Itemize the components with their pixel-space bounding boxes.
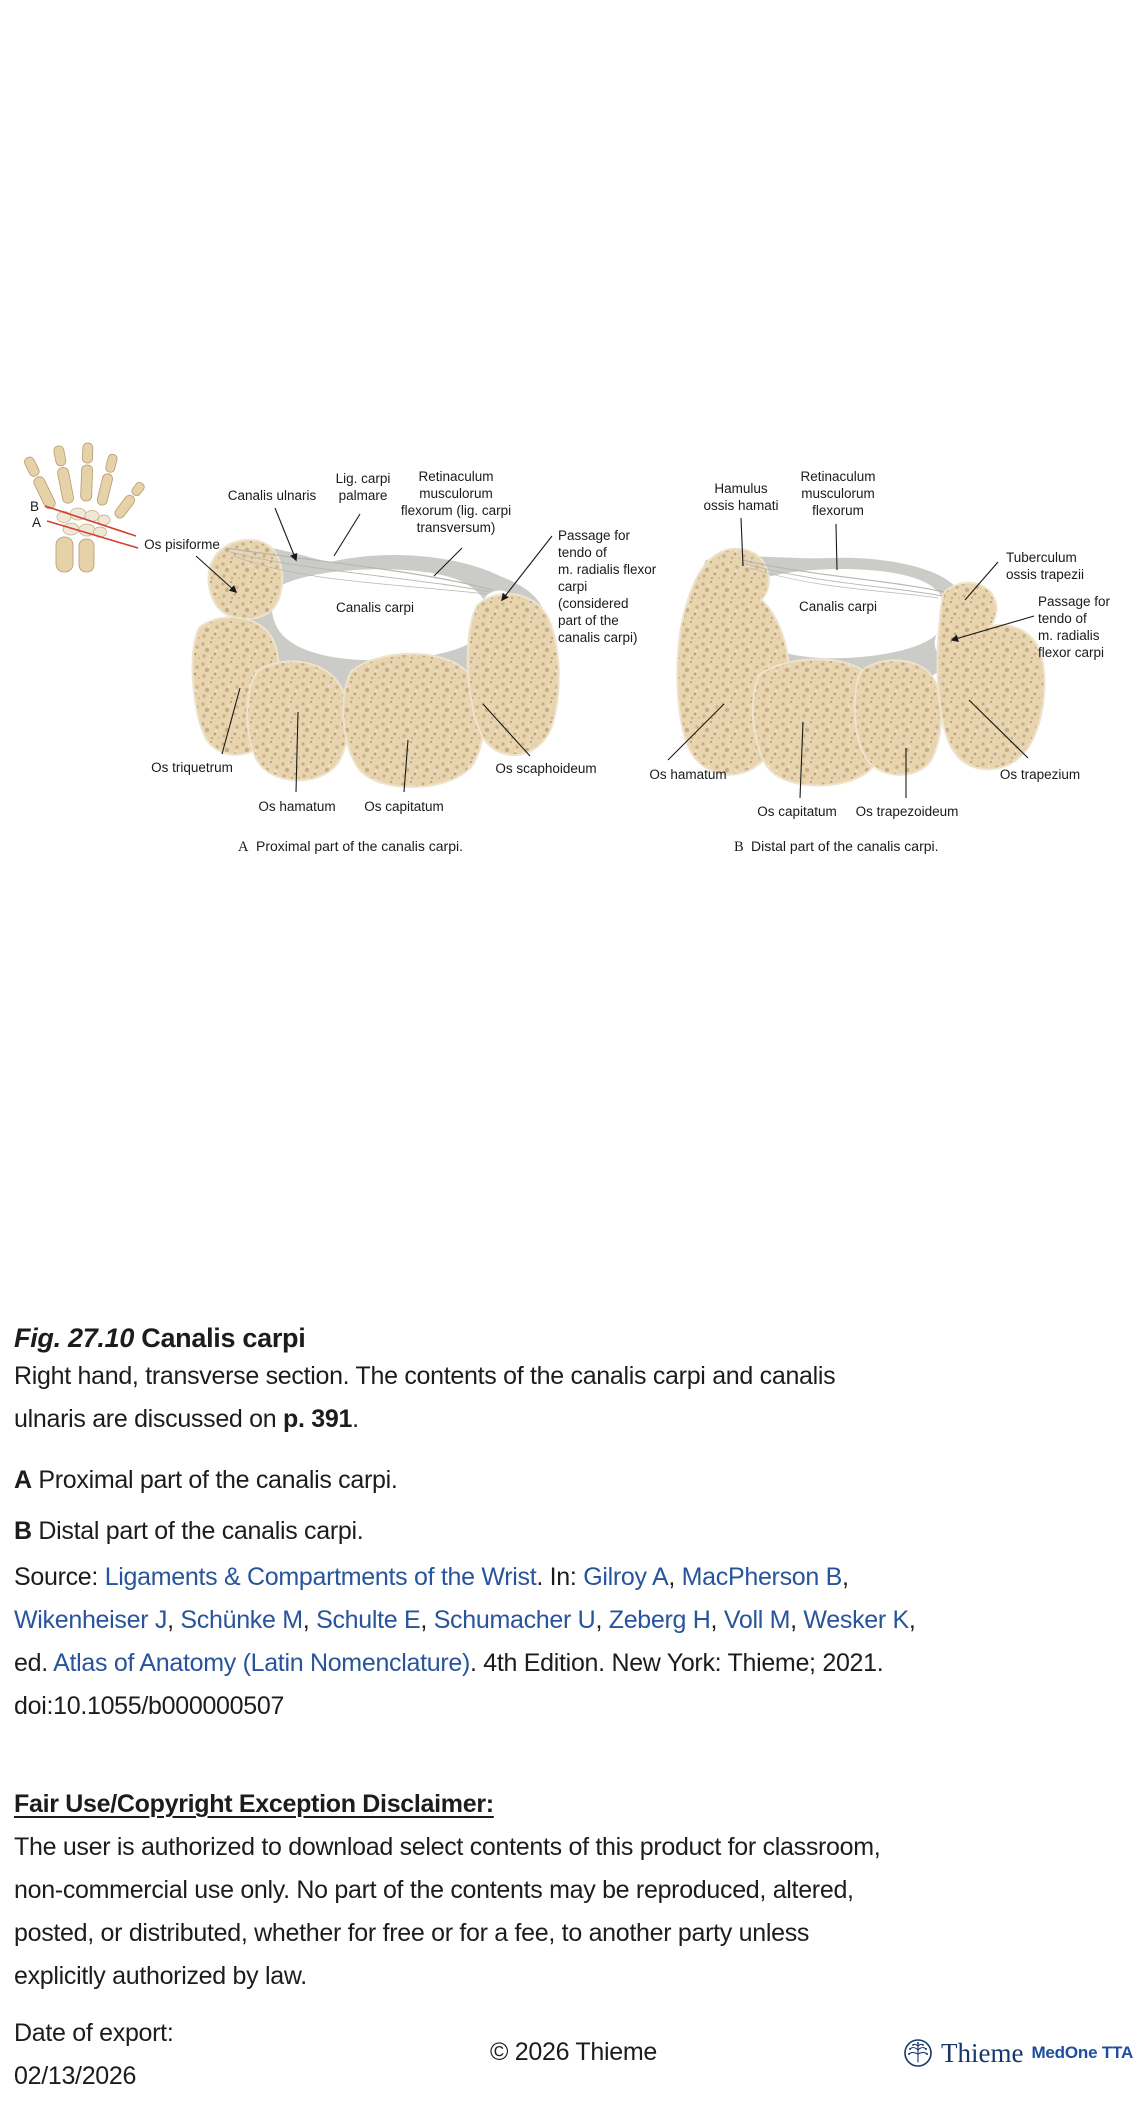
label-passage-a-2: tendo of [558, 545, 607, 560]
description-line-2: ulnaris are discussed on p. 391. [14, 1405, 359, 1433]
thieme-medone-logo [903, 2034, 1133, 2072]
author-link[interactable]: Gilroy A [583, 1563, 669, 1591]
label-passage-a-4: carpi [558, 579, 588, 594]
bone-os-trapezoideum [856, 661, 940, 773]
figure-number: Fig. 27.10 [14, 1323, 135, 1353]
label-canalis-carpi-b: Canalis carpi [798, 599, 878, 614]
item-a-caption: A Proximal part of the canalis carpi. [14, 1466, 398, 1494]
hand-overview-inset [23, 443, 147, 572]
label-hamulus-1: Hamulus [714, 481, 768, 496]
item-b-caption: B Distal part of the canalis carpi. [14, 1517, 364, 1545]
author-link[interactable]: MacPherson B [681, 1563, 843, 1591]
label-passage-a-1: Passage for [558, 528, 631, 543]
label-canalis-carpi-a: Canalis carpi [335, 600, 415, 615]
page-reference: p. 391 [283, 1405, 353, 1433]
label-passage-a-7: canalis carpi) [558, 630, 638, 645]
figure-description [14, 1355, 835, 1441]
disclaimer-line-1: The user is authorized to download select contents of this product for classroom, [14, 1833, 881, 1861]
label-retinaculum-b-2: musculorum [801, 486, 875, 501]
label-os-capitatum-a: Os capitatum [364, 799, 444, 814]
author-link[interactable]: Schumacher U [433, 1606, 596, 1634]
label-passage-b-3: m. radialis [1038, 628, 1100, 643]
label-canalis-ulnaris: Canalis ulnaris [227, 488, 317, 503]
label-os-scaphoideum: Os scaphoideum [495, 761, 597, 776]
description-line-1: Right hand, transverse section. The contents of the canalis carpi and canalis [14, 1362, 836, 1390]
figure-canvas [0, 430, 1147, 880]
label-lig-carpi-palmare-1: Lig. carpi [335, 471, 391, 486]
label-os-hamatum-b: Os hamatum [649, 767, 727, 782]
label-passage-a-5: (considered [558, 596, 629, 611]
source-line-3: ed. Atlas of Anatomy (Latin Nomenclature). 4th Edition. New York: Thieme; 2021. [14, 1649, 884, 1677]
author-link[interactable]: Zeberg H [608, 1606, 711, 1634]
label-os-trapezium: Os trapezium [999, 767, 1081, 782]
author-link[interactable]: Wikenheiser J [14, 1606, 168, 1634]
thieme-tree-icon [903, 2038, 933, 2068]
label-tuberculum-1: Tuberculum [1006, 550, 1077, 565]
author-link[interactable]: Wesker K [803, 1606, 909, 1634]
disclaimer-body [14, 1826, 880, 1998]
bone-os-scaphoideum [469, 595, 558, 754]
label-retinaculum-a-3: flexorum (lig. carpi [400, 503, 512, 518]
label-passage-a-6: part of the [558, 613, 619, 628]
source-line-1: Source: Ligaments & Compartments of the Wrist. In: Gilroy A, MacPherson B, [14, 1563, 849, 1591]
panel-b-diagram [649, 469, 1110, 855]
figure-heading [14, 1320, 305, 1356]
author-link[interactable]: Schünke M [180, 1606, 303, 1634]
export-date-value: 02/13/2026 [14, 2062, 137, 2090]
source-line-2: Wikenheiser J, Schünke M, Schulte E, Schumacher U, Zeberg H, Voll M, Wesker K, [14, 1606, 916, 1634]
inset-label-a: A [32, 515, 42, 530]
panel-a-diagram [144, 469, 657, 855]
label-retinaculum-a-2: musculorum [419, 486, 493, 501]
panel-a-caption: Proximal part of the canalis carpi. [256, 838, 463, 854]
label-os-pisiforme: Os pisiforme [144, 537, 220, 552]
label-passage-a-3: m. radialis flexor [558, 562, 657, 577]
copyright-notice: © 2026 Thieme [490, 2038, 657, 2066]
thieme-wordmark: Thieme [941, 2037, 1024, 2068]
label-retinaculum-b-3: flexorum [812, 503, 864, 518]
source-citation [14, 1556, 916, 1728]
hand-finger-bones [23, 443, 147, 520]
panel-b-caption: Distal part of the canalis carpi. [751, 838, 939, 854]
disclaimer-heading: Fair Use/Copyright Exception Disclaimer: [14, 1790, 494, 1818]
label-os-capitatum-b: Os capitatum [757, 804, 837, 819]
figure-name: Canalis carpi [134, 1323, 306, 1353]
inset-label-b: B [30, 499, 40, 514]
bone-os-trapezium [939, 584, 1044, 769]
hand-forearm-bones [56, 537, 94, 572]
label-os-triquetrum: Os triquetrum [151, 760, 233, 775]
disclaimer-line-4: explicitly authorized by law. [14, 1962, 307, 1990]
bone-os-pisiforme [209, 541, 281, 618]
label-passage-b-1: Passage for [1038, 594, 1111, 609]
source-doi: doi:10.1055/b000000507 [14, 1692, 285, 1720]
label-passage-b-2: tendo of [1038, 611, 1087, 626]
book-link[interactable]: Atlas of Anatomy (Latin Nomenclature) [53, 1649, 471, 1677]
label-retinaculum-b-1: Retinaculum [800, 469, 876, 484]
label-tuberculum-2: ossis trapezii [1006, 567, 1085, 582]
author-link[interactable]: Voll M [723, 1606, 791, 1634]
label-retinaculum-a-1: Retinaculum [418, 469, 494, 484]
label-hamulus-2: ossis hamati [703, 498, 779, 513]
label-lig-carpi-palmare-2: palmare [338, 488, 388, 503]
label-os-trapezoideum: Os trapezoideum [855, 804, 959, 819]
disclaimer-line-3: posted, or distributed, whether for free or for a fee, to another party unless [14, 1919, 810, 1947]
medone-tta-wordmark: MedOne TTA [1031, 2043, 1134, 2062]
bone-os-capitatum-a [344, 655, 482, 786]
label-passage-b-4: flexor carpi [1038, 645, 1105, 660]
author-link[interactable]: Schulte E [316, 1606, 421, 1634]
disclaimer-line-2: non-commercial use only. No part of the contents may be reproduced, altered, [14, 1876, 854, 1904]
label-retinaculum-a-4: transversum) [416, 520, 496, 535]
panel-a-caption-letter: A [238, 839, 249, 855]
export-date-label: Date of export: [14, 2019, 174, 2047]
panel-b-caption-letter: B [734, 839, 744, 855]
label-os-hamatum-a: Os hamatum [258, 799, 336, 814]
chapter-link[interactable]: Ligaments & Compartments of the Wrist [104, 1563, 537, 1591]
